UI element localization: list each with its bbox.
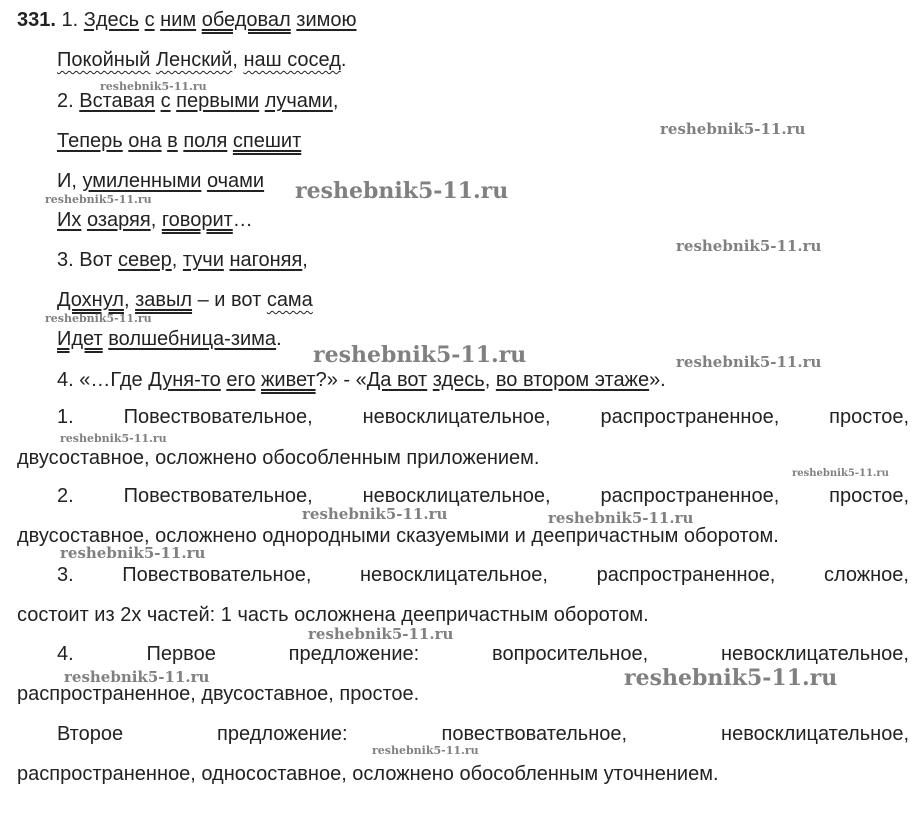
analysis-1-line-1: 1. Повествовательное, невосклицательное, распространенное, простое, xyxy=(57,406,909,428)
punct: . xyxy=(276,328,282,350)
watermark: reshebnik5-11.ru xyxy=(676,353,822,371)
word: спешит xyxy=(232,130,302,152)
watermark: reshebnik5-11.ru xyxy=(624,665,838,691)
word: Здесь xyxy=(83,9,140,31)
word: – и вот xyxy=(192,289,267,311)
poem-line-9 xyxy=(57,327,282,351)
word: Дохнул xyxy=(57,289,124,311)
part-label: 3. Вот xyxy=(57,249,118,271)
word: здесь xyxy=(432,369,485,391)
watermark: reshebnik5-11.ru xyxy=(45,193,152,206)
exercise-number: 331. xyxy=(17,9,56,31)
punct: , xyxy=(150,209,162,231)
word: нагоняя xyxy=(229,249,303,271)
watermark: reshebnik5-11.ru xyxy=(45,312,152,325)
punct: , xyxy=(302,249,308,271)
word: в xyxy=(167,130,178,152)
word: она xyxy=(128,130,162,152)
watermark: reshebnik5-11.ru xyxy=(100,80,207,93)
analysis-4-line-2: распространенное, двусоставное, простое. xyxy=(17,683,420,705)
poem-line-5 xyxy=(57,169,264,193)
watermark: reshebnik5-11.ru xyxy=(792,468,889,479)
punct: ». xyxy=(649,369,666,391)
word: его xyxy=(226,369,256,391)
punct: . xyxy=(340,49,347,71)
part-label: 2. xyxy=(57,90,74,112)
word: Да вот xyxy=(366,369,428,391)
poem-line-6 xyxy=(57,208,253,232)
punct: , xyxy=(123,289,136,311)
word: Покойный xyxy=(57,49,151,71)
watermark: reshebnik5-11.ru xyxy=(60,544,206,562)
part-label: 1. xyxy=(61,9,79,31)
word: с xyxy=(144,9,155,31)
punct: … xyxy=(232,209,253,231)
poem-line-2 xyxy=(57,48,346,72)
analysis-3-line-2: состоит из 2х частей: 1 часть осложнена деепричастным оборотом. xyxy=(17,604,649,626)
word: с xyxy=(160,90,171,112)
word: живет xyxy=(261,369,316,391)
punct: , xyxy=(484,369,491,391)
analysis-3-line-1: 3. Повествовательное, невосклицательное, распространенное, сложное, xyxy=(57,564,909,586)
analysis-4-line-1: 4. Первое предложение: вопросительное, невосклицательное, xyxy=(57,643,909,665)
poem-line-8 xyxy=(57,288,313,312)
word: первыми xyxy=(176,90,260,112)
watermark: reshebnik5-11.ru xyxy=(676,237,822,255)
word: во втором этаже xyxy=(495,369,650,391)
word: умиленными xyxy=(82,170,202,192)
poem-line-7 xyxy=(57,248,308,272)
watermark: reshebnik5-11.ru xyxy=(308,625,454,643)
watermark: reshebnik5-11.ru xyxy=(64,668,210,686)
word: Ленский xyxy=(155,49,233,71)
poem-line-4 xyxy=(57,129,301,153)
analysis-2-line-2: двусоставное, осложнено однородными сказуемыми и деепричастным оборотом. xyxy=(17,525,779,547)
watermark: reshebnik5-11.ru xyxy=(372,744,479,757)
punct: , xyxy=(232,49,238,71)
word: наш сосед xyxy=(243,49,341,71)
word: Идет xyxy=(57,328,103,350)
word: Теперь xyxy=(57,130,123,152)
punct: ?» - « xyxy=(315,369,367,391)
watermark: reshebnik5-11.ru xyxy=(60,432,167,445)
word: Вставая xyxy=(79,90,156,112)
word: волшебница-зима xyxy=(108,328,277,350)
part-label: 4. «…Где xyxy=(57,369,149,391)
poem-line-1 xyxy=(17,8,357,32)
word: обедовал xyxy=(201,9,291,31)
analysis-2-line-1: 2. Повествовательное, невосклицательное, распространенное, простое, xyxy=(57,485,909,507)
punct: , xyxy=(332,90,339,112)
word: тучи xyxy=(182,249,224,271)
word: поля xyxy=(183,130,228,152)
watermark: reshebnik5-11.ru xyxy=(660,120,806,138)
word: север xyxy=(117,249,172,271)
watermark: reshebnik5-11.ru xyxy=(548,509,694,527)
word: очами xyxy=(206,170,265,192)
word: И, xyxy=(57,170,83,192)
word: завыл xyxy=(135,289,193,311)
word: Дуня-то xyxy=(148,369,221,391)
watermark: reshebnik5-11.ru xyxy=(295,178,509,204)
word: озаряя xyxy=(86,209,151,231)
word: говорит xyxy=(161,209,233,231)
analysis-1-line-2: двусоставное, осложнено обособленным приложением. xyxy=(17,447,540,469)
watermark: reshebnik5-11.ru xyxy=(302,505,448,523)
word: лучами xyxy=(264,90,333,112)
poem-line-10 xyxy=(57,368,666,392)
watermark: reshebnik5-11.ru xyxy=(313,342,527,368)
word: зимою xyxy=(296,9,357,31)
word: Их xyxy=(57,209,82,231)
punct: , xyxy=(171,249,183,271)
analysis-5-line-1: Второе предложение: повествовательное, невосклицательное, xyxy=(57,723,909,745)
word: ним xyxy=(160,9,197,31)
word: сама xyxy=(266,289,313,311)
analysis-5-line-2: распространенное, односоставное, осложнено обособленным уточнением. xyxy=(17,763,719,785)
